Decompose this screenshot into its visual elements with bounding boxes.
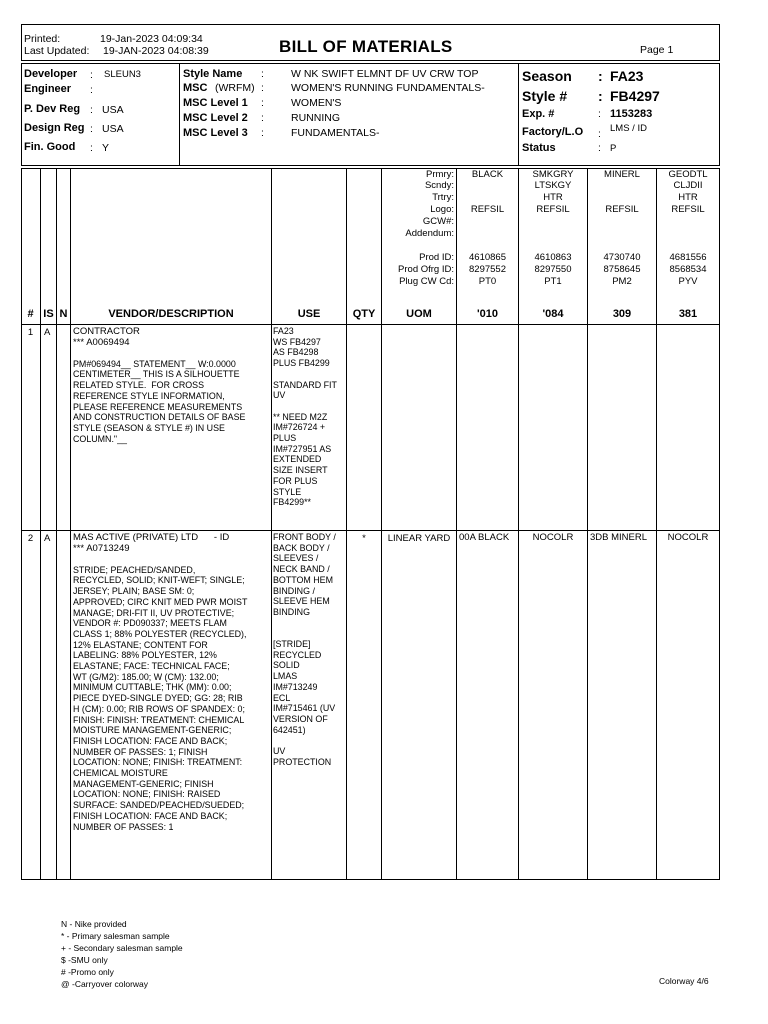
legend-item: $ -SMU only bbox=[61, 955, 108, 965]
style-number-label: Style # bbox=[522, 88, 568, 104]
fin-good-label: Fin. Good bbox=[24, 141, 76, 153]
legend-item: + - Secondary salesman sample bbox=[61, 943, 183, 953]
pdev-reg-value: USA bbox=[102, 104, 124, 116]
col-header-qty: QTY bbox=[352, 308, 376, 320]
exp-colon: : bbox=[598, 108, 601, 120]
col-header-n: N bbox=[59, 308, 68, 320]
msc-level-2-value: RUNNING bbox=[291, 112, 340, 124]
legend-item: * - Primary salesman sample bbox=[61, 931, 170, 941]
colorway-prmry: MINERL bbox=[604, 169, 640, 180]
printed-value: 19-Jan-2023 04:09:34 bbox=[100, 33, 203, 45]
scndy-label: Scndy: bbox=[424, 180, 454, 191]
season-colon: : bbox=[598, 68, 603, 84]
status-value: P bbox=[610, 143, 617, 154]
style-number-colon: : bbox=[598, 88, 603, 104]
colorway-plug-cw: PYV bbox=[678, 276, 698, 287]
msc-label: MSC bbox=[183, 82, 208, 94]
vendor-name: MAS ACTIVE (PRIVATE) LTD - ID bbox=[73, 532, 230, 543]
colorway-prod-id: 4730740 bbox=[603, 252, 641, 263]
colorway-logo: REFSIL bbox=[605, 204, 639, 215]
plug-cw-cd-label: Plug CW Cd: bbox=[399, 276, 454, 287]
msc-level-2-colon: : bbox=[261, 112, 264, 124]
msc-level-2-label: MSC Level 2 bbox=[183, 112, 248, 124]
prod-ofrg-id-label: Prod Ofrg ID: bbox=[398, 264, 454, 275]
colorway-2-material-color: NOCOLR bbox=[532, 532, 574, 543]
col-header-colorway-1: '010 bbox=[477, 308, 498, 320]
pdev-reg-label: P. Dev Reg bbox=[24, 103, 81, 115]
msc-sub-label: (WRFM) bbox=[215, 82, 255, 94]
msc-value: WOMEN'S RUNNING FUNDAMENTALS- bbox=[291, 82, 485, 94]
col-header-vendor: VENDOR/DESCRIPTION bbox=[108, 308, 234, 320]
msc-level-1-label: MSC Level 1 bbox=[183, 97, 248, 109]
page-number: Page 1 bbox=[640, 44, 674, 56]
season-label: Season bbox=[522, 68, 572, 84]
factory-label: Factory/L.O bbox=[522, 126, 584, 138]
item-description: PM#069494__ STATEMENT__ W:0.0000 CENTIMETER__ THIS IS A SILHOUETTE RELATED STYLE. FOR CROSS REFERENCE STYLE INFORMATION, PLEASE REFERENCE MEASUREMENTS AND CONSTRUCTION DETAILS OF BASE STYLE (SEASON & STYLE #) IN USE COLUMN."__ bbox=[73, 358, 246, 444]
item-qty: * bbox=[362, 533, 366, 544]
printed-label: Printed: bbox=[24, 33, 61, 45]
item-uom: LINEAR YARD bbox=[387, 533, 451, 544]
msc-colon: : bbox=[261, 82, 264, 94]
colorway-prmry: BLACK bbox=[471, 169, 504, 180]
colorway-plug-cw: PM2 bbox=[612, 276, 632, 287]
colorway-1-material-color: 00A BLACK bbox=[459, 532, 510, 543]
col-header-use: USE bbox=[297, 308, 321, 320]
style-number-value: FB4297 bbox=[610, 88, 660, 104]
col-header-colorway-2: '084 bbox=[542, 308, 564, 320]
developer-value: SLEUN3 bbox=[104, 69, 141, 80]
logo-label: Logo: bbox=[430, 204, 454, 215]
msc-level-3-value: FUNDAMENTALS- bbox=[291, 127, 380, 139]
col-header-is: IS bbox=[43, 308, 54, 320]
colorway-plug-cw: PT0 bbox=[478, 276, 497, 287]
style-name-colon: : bbox=[261, 68, 264, 80]
design-reg-colon: : bbox=[90, 123, 93, 135]
document-title: BILL OF MATERIALS bbox=[279, 37, 453, 56]
last-updated-label: Last Updated: bbox=[24, 45, 90, 57]
vendor-code: *** A0069494 bbox=[73, 337, 130, 348]
developer-label: Developer bbox=[24, 68, 78, 80]
colorway-prod-ofrg-id: 8297550 bbox=[534, 264, 572, 275]
colorway-trtry: HTR bbox=[678, 192, 698, 203]
engineer-label: Engineer bbox=[24, 83, 72, 95]
prod-id-label: Prod ID: bbox=[419, 252, 454, 263]
colorway-prod-ofrg-id: 8297552 bbox=[469, 264, 506, 275]
colorway-scndy: LTSKGY bbox=[534, 180, 572, 191]
msc-level-1-value: WOMEN'S bbox=[291, 97, 342, 109]
prmry-label: Prmry: bbox=[426, 169, 454, 180]
colorway-prod-ofrg-id: 8568534 bbox=[669, 264, 707, 275]
colorway-4-material-color: NOCOLR bbox=[667, 532, 709, 543]
colorway-prmry: GEODTL bbox=[668, 169, 708, 180]
vendor-name: CONTRACTOR bbox=[73, 326, 140, 337]
exp-value: 1153283 bbox=[610, 108, 653, 120]
last-updated-value: 19-JAN-2023 04:08:39 bbox=[103, 45, 209, 57]
legend-item: # -Promo only bbox=[61, 967, 114, 977]
exp-label: Exp. # bbox=[522, 108, 555, 120]
col-header-colorway-4: 381 bbox=[678, 308, 698, 320]
colorway-prod-id: 4610865 bbox=[469, 252, 506, 263]
legend-item: @ -Carryover colorway bbox=[61, 979, 149, 989]
trtry-label: Trtry: bbox=[432, 192, 454, 203]
item-use: FA23 WS FB4297 AS FB4298 PLUS FB4299 STANDARD FIT UV ** NEED M2Z IM#726724 + PLUS IM#727951 AS EXTENDED SIZE INSERT FOR PLUS STYLE FB4299** bbox=[273, 326, 337, 508]
msc-level-3-label: MSC Level 3 bbox=[183, 127, 248, 139]
row-is: A bbox=[44, 533, 51, 544]
colorway-prod-id: 4681556 bbox=[669, 252, 707, 263]
colorway-prmry: SMKGRY bbox=[532, 169, 574, 180]
item-use: FRONT BODY / BACK BODY / SLEEVES / NECK BAND / BOTTOM HEM BINDING / SLEEVE HEM BINDING [STRIDE] RECYCLED SOLID LMAS IM#713249 ECL IM#715461 (UV VERSION OF 642451) UV PROTECTION bbox=[273, 532, 336, 767]
developer-colon: : bbox=[90, 69, 93, 81]
gcw-label: GCW#: bbox=[422, 216, 454, 227]
style-name-label: Style Name bbox=[183, 68, 243, 80]
colorway-trtry: HTR bbox=[543, 192, 563, 203]
fin-good-value: Y bbox=[102, 142, 110, 154]
col-header-uom: UOM bbox=[406, 308, 432, 320]
status-colon: : bbox=[598, 142, 601, 154]
colorway-count: Colorway 4/6 bbox=[659, 976, 709, 986]
legend-item: N - Nike provided bbox=[61, 919, 127, 929]
colorway-logo: REFSIL bbox=[470, 204, 505, 215]
col-header-num: # bbox=[27, 308, 34, 320]
vendor-code: *** A0713249 bbox=[73, 543, 130, 554]
fin-good-colon: : bbox=[90, 142, 93, 154]
colorway-plug-cw: PT1 bbox=[544, 276, 562, 287]
row-number: 1 bbox=[27, 327, 34, 338]
colorway-logo: REFSIL bbox=[671, 204, 705, 215]
engineer-colon: : bbox=[90, 84, 93, 96]
colorway-prod-id: 4610863 bbox=[534, 252, 572, 263]
design-reg-value: USA bbox=[102, 123, 124, 135]
row-is: A bbox=[44, 327, 51, 338]
colorway-3-material-color: 3DB MINERL bbox=[590, 532, 648, 543]
col-header-colorway-3: 309 bbox=[612, 308, 632, 320]
msc-level-1-colon: : bbox=[261, 97, 264, 109]
colorway-scndy: CLJDII bbox=[673, 180, 703, 191]
colorway-prod-ofrg-id: 8758645 bbox=[603, 264, 641, 275]
style-name-value: W NK SWIFT ELMNT DF UV CRW TOP bbox=[291, 68, 479, 80]
factory-value: LMS / ID bbox=[610, 123, 647, 134]
colorway-logo: REFSIL bbox=[536, 204, 570, 215]
factory-colon: : bbox=[598, 128, 601, 140]
pdev-reg-colon: : bbox=[90, 104, 93, 116]
addendum-label: Addendum: bbox=[405, 228, 454, 239]
row-number: 2 bbox=[27, 533, 34, 544]
season-value: FA23 bbox=[610, 68, 644, 84]
status-label: Status bbox=[522, 142, 556, 154]
design-reg-label: Design Reg bbox=[24, 122, 85, 134]
msc-level-3-colon: : bbox=[261, 127, 264, 139]
item-description: STRIDE; PEACHED/SANDED, RECYCLED, SOLID; KNIT-WEFT; SINGLE; JERSEY; PLAIN; BASE SM: 0; APPROVED; CIRC KNIT MED PWR MOIST MANAGE; DRI-FIT II, UV PROTECTIVE; VENDOR #: PD090337; MEETS FLAM CLASS 1; 88% POLYESTER (RECYCLED), 12% ELASTANE; CONTENT FOR LABELING: 88% POLYESTER, 12% ELASTANE; FACE: TECHNICAL FACE; WT (G/M2): 185.00; W (CM): 132.00; MINIMUM CUTTABLE; THK (MM): 0.00; PIECE DYED-SINGLE DYED; GG: 28; RIB H (CM): 0.00; RIB ROWS OF SPANDEX: 0; FINISH: FINISH: TREATMENT: CHEMICAL MOISTURE MANAGEMENT-GENERIC; FINISH LOCATION: FACE AND BACK; NUMBER OF PASSES: 1; FINISH LOCATION: NONE; FINISH: TREATMENT: CHEMICAL MOISTURE MANAGEMENT-GENERIC; FINISH LOCATION: NONE; FINISH: RAISED SURFACE: SANDED/PEACHED/SUEDED; FINISH LOCATION: FACE AND BACK; NUMBER OF PASSES: 1 bbox=[73, 564, 248, 832]
